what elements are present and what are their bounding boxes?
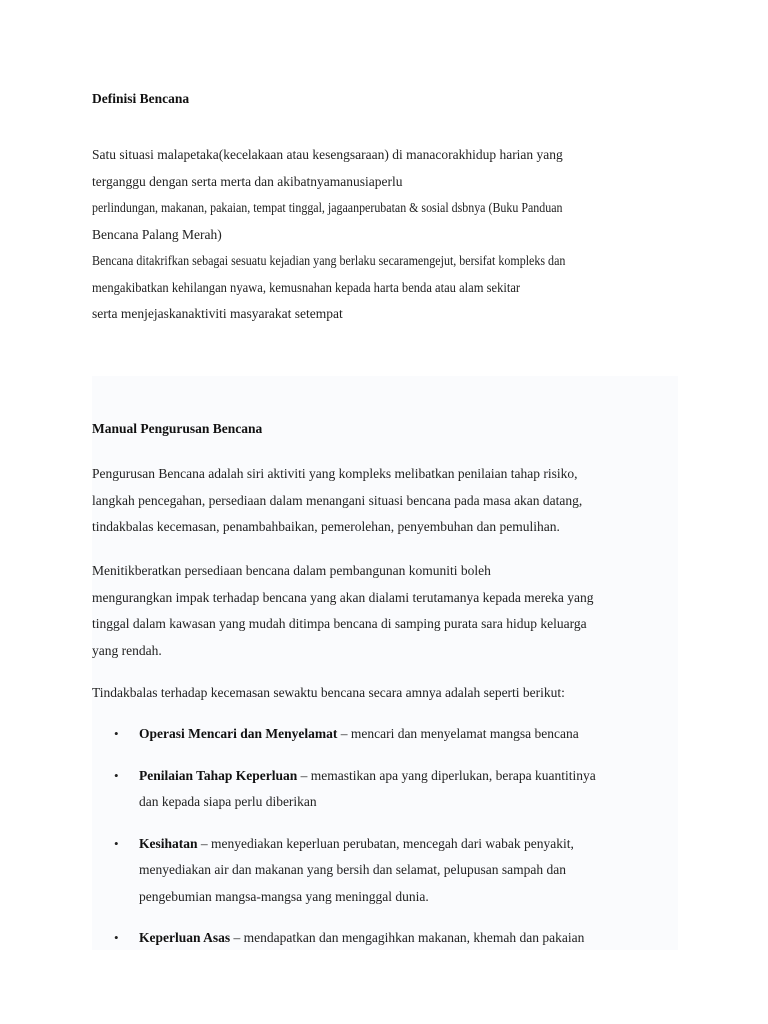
list-item bbox=[92, 925, 678, 950]
list-text: menyediakan air dan makanan yang bersih dan selamat, pelupusan sampah dan bbox=[139, 862, 566, 877]
manual-section-box bbox=[92, 376, 678, 950]
list-item bbox=[92, 763, 678, 816]
definition-paragraph bbox=[92, 142, 692, 328]
list-item bbox=[92, 721, 678, 748]
text-line: mengurangkan impak terhadap bencana yang akan dialami terutamanya kepada mereka yang bbox=[92, 589, 594, 605]
text-line: Bencana Palang Merah) bbox=[92, 226, 222, 242]
heading-definisi-bencana: Definisi Bencana bbox=[92, 91, 190, 106]
bullet-icon: • bbox=[114, 726, 119, 741]
heading-manual-pengurusan-bencana: Manual Pengurusan Bencana bbox=[92, 421, 263, 436]
list-text: – memastikan apa yang diperlukan, berapa kuantitinya bbox=[300, 767, 596, 783]
text-line: Satu situasi malapetaka(kecelakaan atau kesengsaraan) di manacorakhidup harian yang bbox=[92, 147, 563, 162]
list-term: Keperluan Asas bbox=[139, 930, 231, 945]
paragraph-tindakbalas: Tindakbalas terhadap kecemasan sewaktu bencana secara amnya adalah seperti berikut: bbox=[92, 685, 565, 700]
text-line: Bencana ditakrifkan sebagai sesuatu kejadian yang berlaku secaramengejut, bersifat kompleks dan bbox=[92, 253, 566, 268]
text-line: perlindungan, makanan, pakaian, tempat tinggal, jagaanperubatan & sosial dsbnya (Buku Panduan bbox=[92, 200, 563, 215]
text-line: tindakbalas kecemasan, penambahbaikan, pemerolehan, penyembuhan dan pemulihan. bbox=[92, 519, 560, 534]
bullet-icon: • bbox=[114, 767, 119, 783]
bullet-icon: • bbox=[114, 835, 119, 851]
list-item bbox=[92, 831, 678, 911]
text-line: terganggu dengan serta merta dan akibatnyamanusiaperlu bbox=[92, 173, 403, 189]
text-line: Pengurusan Bencana adalah siri aktiviti yang kompleks melibatkan penilaian tahap risiko, bbox=[92, 466, 578, 481]
text-line: tinggal dalam kawasan yang mudah ditimpa bencana di samping purata sara hidup keluarga bbox=[92, 616, 587, 631]
list-text: dan kepada siapa perlu diberikan bbox=[139, 794, 317, 809]
list-term: Kesihatan bbox=[139, 835, 198, 851]
text-line: mengakibatkan kehilangan nyawa, kemusnahan kepada harta benda atau alam sekitar bbox=[92, 279, 521, 295]
list-text: pengebumian mangsa-mangsa yang meninggal dunia. bbox=[139, 888, 429, 904]
text-line: yang rendah. bbox=[92, 642, 162, 658]
text-line: Menitikberatkan persediaan bencana dalam pembangunan komuniti boleh bbox=[92, 563, 491, 578]
paragraph-menitikberatkan bbox=[92, 558, 676, 664]
text-line: langkah pencegahan, persediaan dalam menangani situasi bencana pada masa akan datang, bbox=[92, 492, 583, 508]
list-term: Operasi Mencari dan Menyelamat bbox=[139, 726, 338, 741]
list-text: – mencari dan menyelamat mangsa bencana bbox=[340, 726, 579, 741]
list-text: – mendapatkan dan mengagihkan makanan, khemah dan pakaian bbox=[233, 930, 585, 945]
list-text: – menyediakan keperluan perubatan, mencegah dari wabak penyakit, bbox=[200, 835, 574, 851]
list-term: Penilaian Tahap Keperluan bbox=[139, 767, 298, 783]
paragraph-pengurusan bbox=[92, 461, 676, 541]
text-line: serta menjejaskanaktiviti masyarakat setempat bbox=[92, 306, 343, 321]
response-list bbox=[92, 721, 678, 950]
bullet-icon: • bbox=[114, 930, 119, 945]
